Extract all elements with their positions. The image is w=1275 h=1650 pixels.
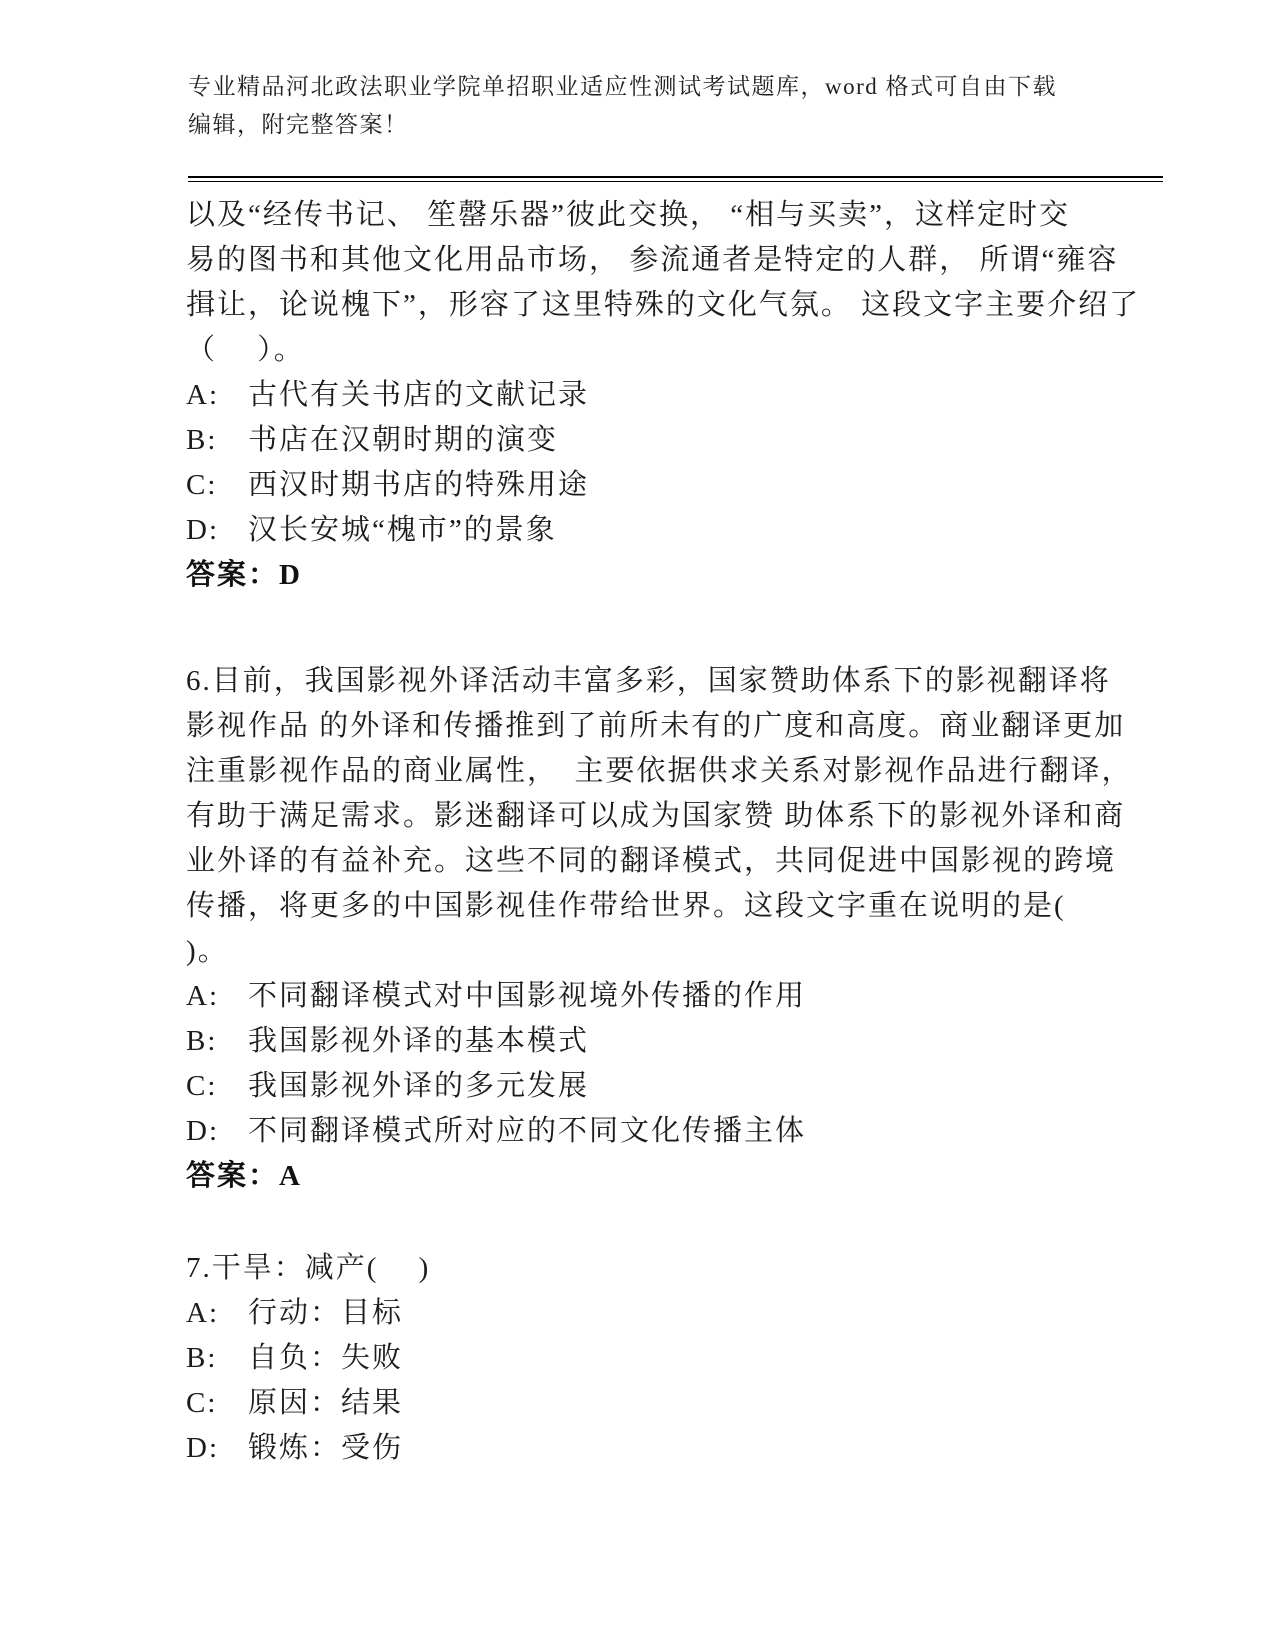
- question-5-body-line: 揖让，论说槐下”，形容了这里特殊的文化气氛。 这段文字主要介绍了: [186, 289, 1141, 321]
- question-7-option-a: [186, 1291, 1171, 1336]
- option-text: 古代有关书店的文献记录: [248, 379, 590, 411]
- question-block-5: [186, 193, 1171, 598]
- header-text-line-2: 编辑，附完整答案！: [188, 112, 409, 137]
- question-6-body-line: 6.目前，我国影视外译活动丰富多彩，国家赞助体系下的影视翻译将: [186, 665, 1111, 697]
- question-6-body-line: 业外译的有益补充。这些不同的翻译模式，共同促进中国影视的跨境: [186, 845, 1117, 877]
- option-letter: A:: [186, 980, 219, 1012]
- option-text: 书店在汉朝时期的演变: [248, 424, 559, 456]
- option-text: 行动：目标: [248, 1297, 404, 1329]
- option-letter: B:: [186, 1342, 218, 1374]
- question-7-option-d: [186, 1426, 1171, 1471]
- question-6-body-line: )。: [186, 935, 229, 967]
- option-letter: A:: [186, 379, 219, 411]
- option-letter: C:: [186, 1070, 218, 1102]
- question-5-option-a: [186, 373, 1171, 418]
- question-6-body-line: 有助于满足需求。影迷翻译可以成为国家赞 助体系下的影视外译和商: [186, 800, 1126, 832]
- option-text: 不同翻译模式所对应的不同文化传播主体: [248, 1115, 807, 1147]
- question-6-option-a: [186, 974, 1171, 1019]
- option-text: 原因：结果: [248, 1387, 404, 1419]
- question-5-option-d: [186, 508, 1171, 553]
- document-header: [188, 68, 1168, 144]
- option-letter: D:: [186, 1115, 219, 1147]
- header-divider-rule: [188, 176, 1163, 182]
- option-letter: C:: [186, 469, 218, 501]
- question-7-body-line: 7.干旱：减产( ): [186, 1252, 431, 1284]
- question-5-body-line: 以及“经传书记、 笙罄乐器”彼此交换， “相与买卖”，这样定时交: [186, 199, 1070, 231]
- option-letter: A:: [186, 1297, 219, 1329]
- question-7-option-c: [186, 1381, 1171, 1426]
- question-6-option-b: [186, 1019, 1171, 1064]
- question-5-body-line: 易的图书和其他文化用品市场， 参流通者是特定的人群， 所谓“雍容: [186, 244, 1119, 276]
- option-text: 不同翻译模式对中国影视境外传播的作用: [248, 980, 807, 1012]
- question-block-7: [186, 1246, 1171, 1471]
- question-7-option-b: [186, 1336, 1171, 1381]
- question-5-option-b: [186, 418, 1171, 463]
- question-6-answer-line: 答案：A: [186, 1160, 302, 1192]
- document-body: [186, 193, 1171, 1471]
- option-text: 自负：失败: [248, 1342, 404, 1374]
- header-text-line-1: 专业精品河北政法职业学院单招职业适应性测试考试题库，word 格式可自由下载: [188, 74, 1058, 99]
- question-5-option-c: [186, 463, 1171, 508]
- question-6-option-d: [186, 1109, 1171, 1154]
- option-text: 汉长安城“槐市”的景象: [248, 514, 557, 546]
- question-block-6: [186, 659, 1171, 1199]
- question-5-answer-line: 答案：D: [186, 559, 302, 591]
- option-text: 锻炼：受伤: [248, 1432, 404, 1464]
- option-letter: D:: [186, 514, 219, 546]
- option-letter: D:: [186, 1432, 219, 1464]
- question-5-body-line: （ ）。: [186, 334, 305, 366]
- option-text: 西汉时期书店的特殊用途: [248, 469, 590, 501]
- option-letter: B:: [186, 424, 218, 456]
- option-letter: B:: [186, 1025, 218, 1057]
- option-text: 我国影视外译的多元发展: [248, 1070, 590, 1102]
- question-6-body-line: 影视作品 的外译和传播推到了前所未有的广度和高度。商业翻译更加: [186, 710, 1126, 742]
- block-spacer: [186, 1199, 1171, 1246]
- block-spacer: [186, 598, 1171, 659]
- question-6-body-line: 传播，将更多的中国影视佳作带给世界。这段文字重在说明的是(: [186, 890, 1066, 922]
- question-6-body-line: 注重影视作品的商业属性， 主要依据供求关系对影视作品进行翻译，: [186, 755, 1133, 787]
- question-6-option-c: [186, 1064, 1171, 1109]
- option-text: 我国影视外译的基本模式: [248, 1025, 590, 1057]
- option-letter: C:: [186, 1387, 218, 1419]
